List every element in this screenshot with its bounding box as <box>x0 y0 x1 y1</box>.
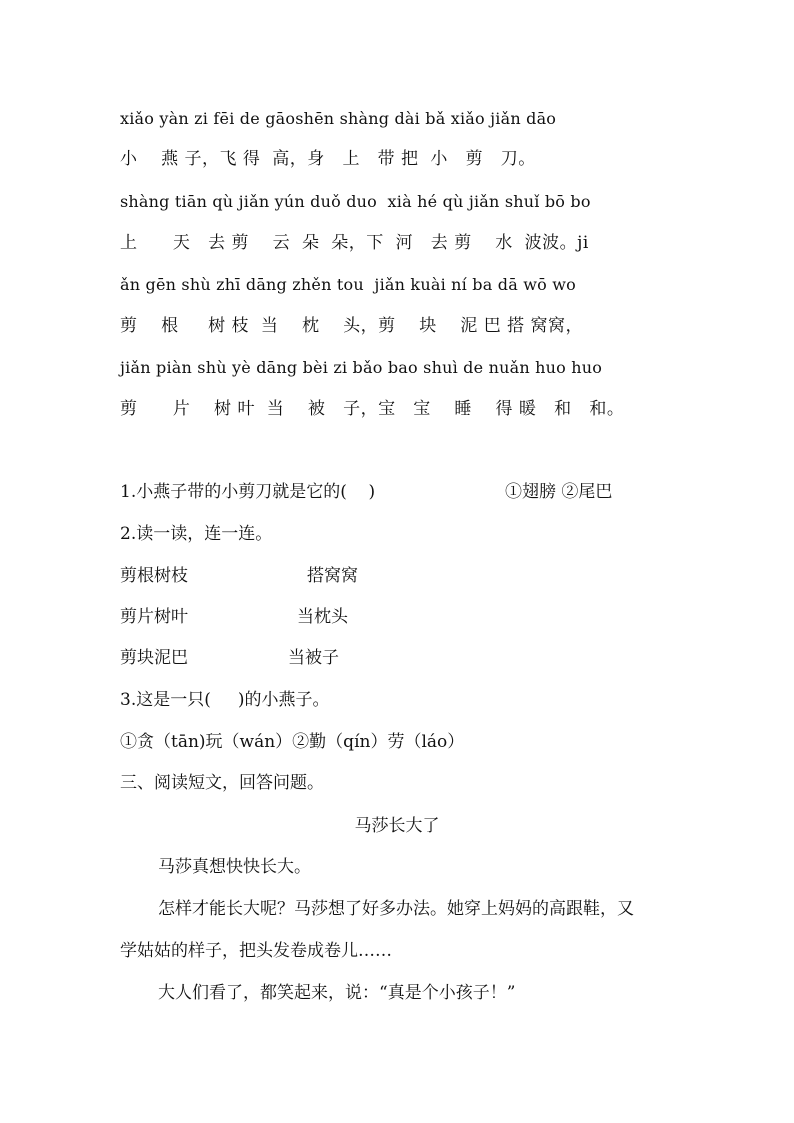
poem-pinyin-line-3: ǎn gēn shù zhī dāng zhěn tou jiǎn kuài ní ba dā wō wo <box>120 275 576 294</box>
passage-title: 马莎长大了 <box>354 816 440 836</box>
poem-pinyin-line-1: xiǎo yàn zi fēi de gāoshēn shàng dài bǎ xiǎo jiǎn dāo <box>120 109 557 128</box>
poem-hanzi-line-4: 剪 片 树 叶 当 被 子，宝 宝 睡 得 暖 和 和。 <box>120 399 625 419</box>
match-left-3: 剪块泥巴 <box>120 648 188 668</box>
match-left-1: 剪根树枝 <box>120 566 188 586</box>
poem-hanzi-line-2: 上 天 去 剪 云 朵 朵，下 河 去 剪 水 波波。ji <box>120 233 589 253</box>
question-1-options: ①翅膀 ②尾巴 <box>505 482 613 502</box>
match-left-2: 剪片树叶 <box>120 607 188 627</box>
question-1: 1.小燕子带的小剪刀就是它的( ) <box>120 482 376 502</box>
passage-paragraph-2-line-2: 学姑姑的样子，把头发卷成卷儿…… <box>120 941 392 961</box>
question-3-options: ①贪（tān)玩（wán）②勤（qín）劳（láo） <box>120 732 465 752</box>
passage-paragraph-3: 大人们看了，都笑起来，说：“真是个小孩子！” <box>158 983 516 1003</box>
match-right-1: 搭窝窝 <box>307 566 358 586</box>
poem-hanzi-line-1: 小 燕 子，飞 得 高，身 上 带 把 小 剪 刀。 <box>120 149 536 169</box>
poem-pinyin-line-4: jiǎn piàn shù yè dāng bèi zi bǎo bao shuì de nuǎn huo huo <box>120 358 603 377</box>
question-2: 2.读一读，连一连。 <box>120 524 273 544</box>
section-3-heading: 三、阅读短文，回答问题。 <box>120 773 324 793</box>
poem-pinyin-line-2: shàng tiān qù jiǎn yún duǒ duo xià hé qù jiǎn shuǐ bō bo <box>120 192 591 211</box>
passage-paragraph-1: 马莎真想快快长大。 <box>158 857 311 877</box>
passage-paragraph-2-line-1: 怎样才能长大呢？马莎想了好多办法。她穿上妈妈的高跟鞋，又 <box>158 899 634 919</box>
match-right-3: 当被子 <box>288 648 339 668</box>
question-3: 3.这是一只( )的小燕子。 <box>120 690 330 710</box>
match-right-2: 当枕头 <box>297 607 348 627</box>
poem-hanzi-line-3: 剪 根 树 枝 当 枕 头，剪 块 泥 巴 搭 窝窝， <box>120 316 584 336</box>
